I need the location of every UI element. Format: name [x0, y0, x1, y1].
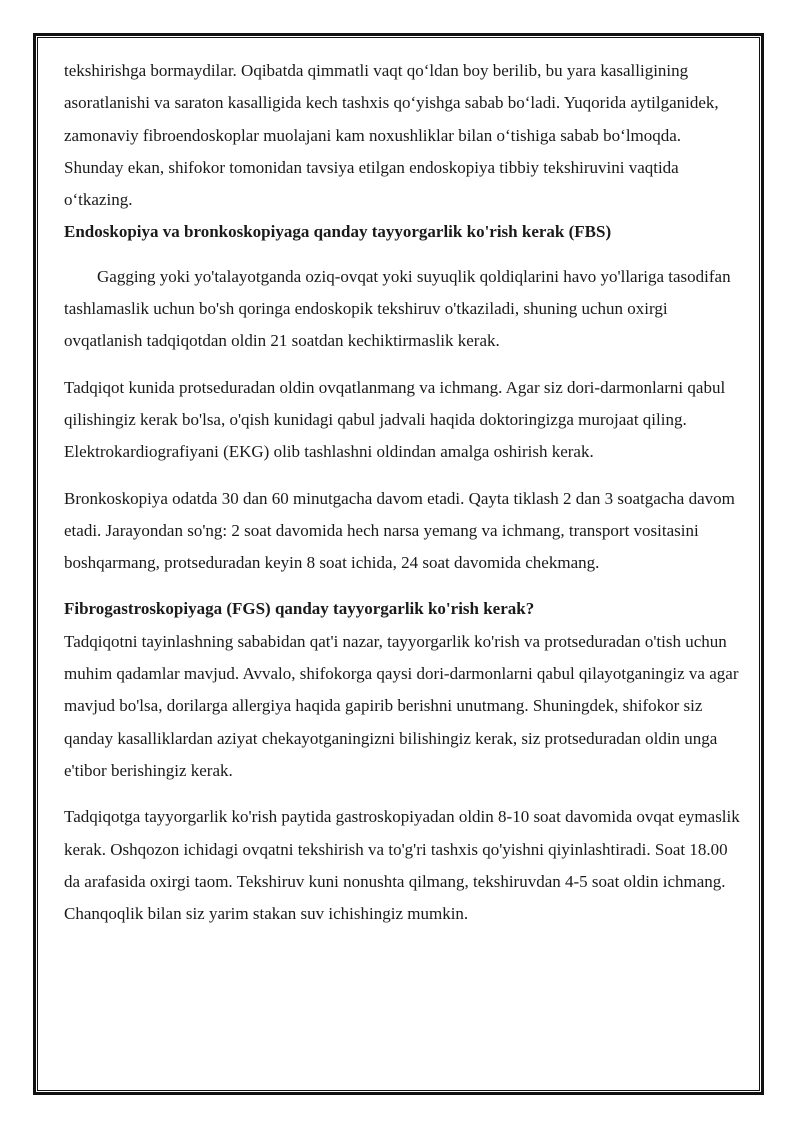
paragraph-fbs-fasting: Gagging yoki yo'talayotganda oziq-ovqat yoki suyuqlik qoldiqlarini havo yo'llariga tasodifan tashlamaslik uchun bo'sh qoringa endoskopik tekshiruv o'tkaziladi, shuning uchun oxirgi ovqatlanish tadqiqotdan oldin 21 soatdan kechiktirmaslik kerak. — [64, 266, 731, 351]
paragraph-bronchoscopy-duration: Bronkoskopiya odatda 30 dan 60 minutgacha davom etadi. Qayta tiklash 2 dan 3 soatgacha davom etadi. Jarayondan so'ng: 2 soat davomida hech narsa yemang va ichmang, transport vositasini boshqarmang, protseduradan keyin 8 soat ichida, 24 soat davomida chekmang. — [64, 488, 735, 573]
document-body — [64, 55, 744, 930]
paragraph-fgs-steps: Tadqiqotni tayinlashning sababidan qat'i nazar, tayyorgarlik ko'rish va protseduradan o'tish uchun muhim qadamlar mavjud. Avvalo, shifokorga qaysi dori-darmonlarni qabul qilayotganingiz va agar mavjud bo'lsa, dorilarga allergiya haqida gapirib berishni unutmang. Shuningdek, shifokor siz qanday kasalliklardan aziyat chekayotganingizni bilishingiz kerak, siz protseduradan oldin unga e'tibor berishingiz kerak. — [64, 631, 739, 780]
paragraph-fgs-fasting: Tadqiqotga tayyorgarlik ko'rish paytida gastroskopiyadan oldin 8-10 soat davomida ovqat eymaslik kerak. Oshqozon ichidagi ovqatni tekshirish va to'g'ri tashxis qo'yishni qiyinlashtiradi. Soat 18.00 da arafasida oxirgi taom. Tekshiruv kuni nonushta qilmang, tekshiruvdan 4-5 soat oldin ichmang. Chanqoqlik bilan siz yarim stakan suv ichishingiz mumkin. — [64, 807, 740, 924]
paragraph-intro: tekshirishga bormaydilar. Oqibatda qimmatli vaqt qo‘ldan boy berilib, bu yara kasalligining asoratlanishi va saraton kasalligida kech tashxis qo‘yishga sabab bo‘ladi. Yuqorida aytilganidek, zamonaviy fibroendoskoplar muolajani kam noxushliklar bilan o‘tishiga sabab bo‘lmoqda. Shunday ekan, shifokor tomonidan tavsiya etilgan endoskopiya tibbiy tekshiruvini vaqtida o‘tkazing. — [64, 61, 719, 210]
heading-fbs-preparation: Endoskopiya va bronkoskopiyaga qanday tayyorgarlik ko'rish kerak (FBS) — [64, 222, 612, 242]
paragraph-study-day: Tadqiqot kunida protseduradan oldin ovqatlanmang va ichmang. Agar siz dori-darmonlarni qabul qilishingiz kerak bo'lsa, o'qish kunidagi qabul jadvali haqida doktoringizga murojaat qiling. Elektrokardiografiyani (EKG) olib tashlashni oldindan amalga oshirish kerak. — [64, 377, 726, 462]
heading-fgs-preparation: Fibrogastroskopiyaga (FGS) qanday tayyorgarlik ko'rish kerak? — [64, 599, 535, 619]
